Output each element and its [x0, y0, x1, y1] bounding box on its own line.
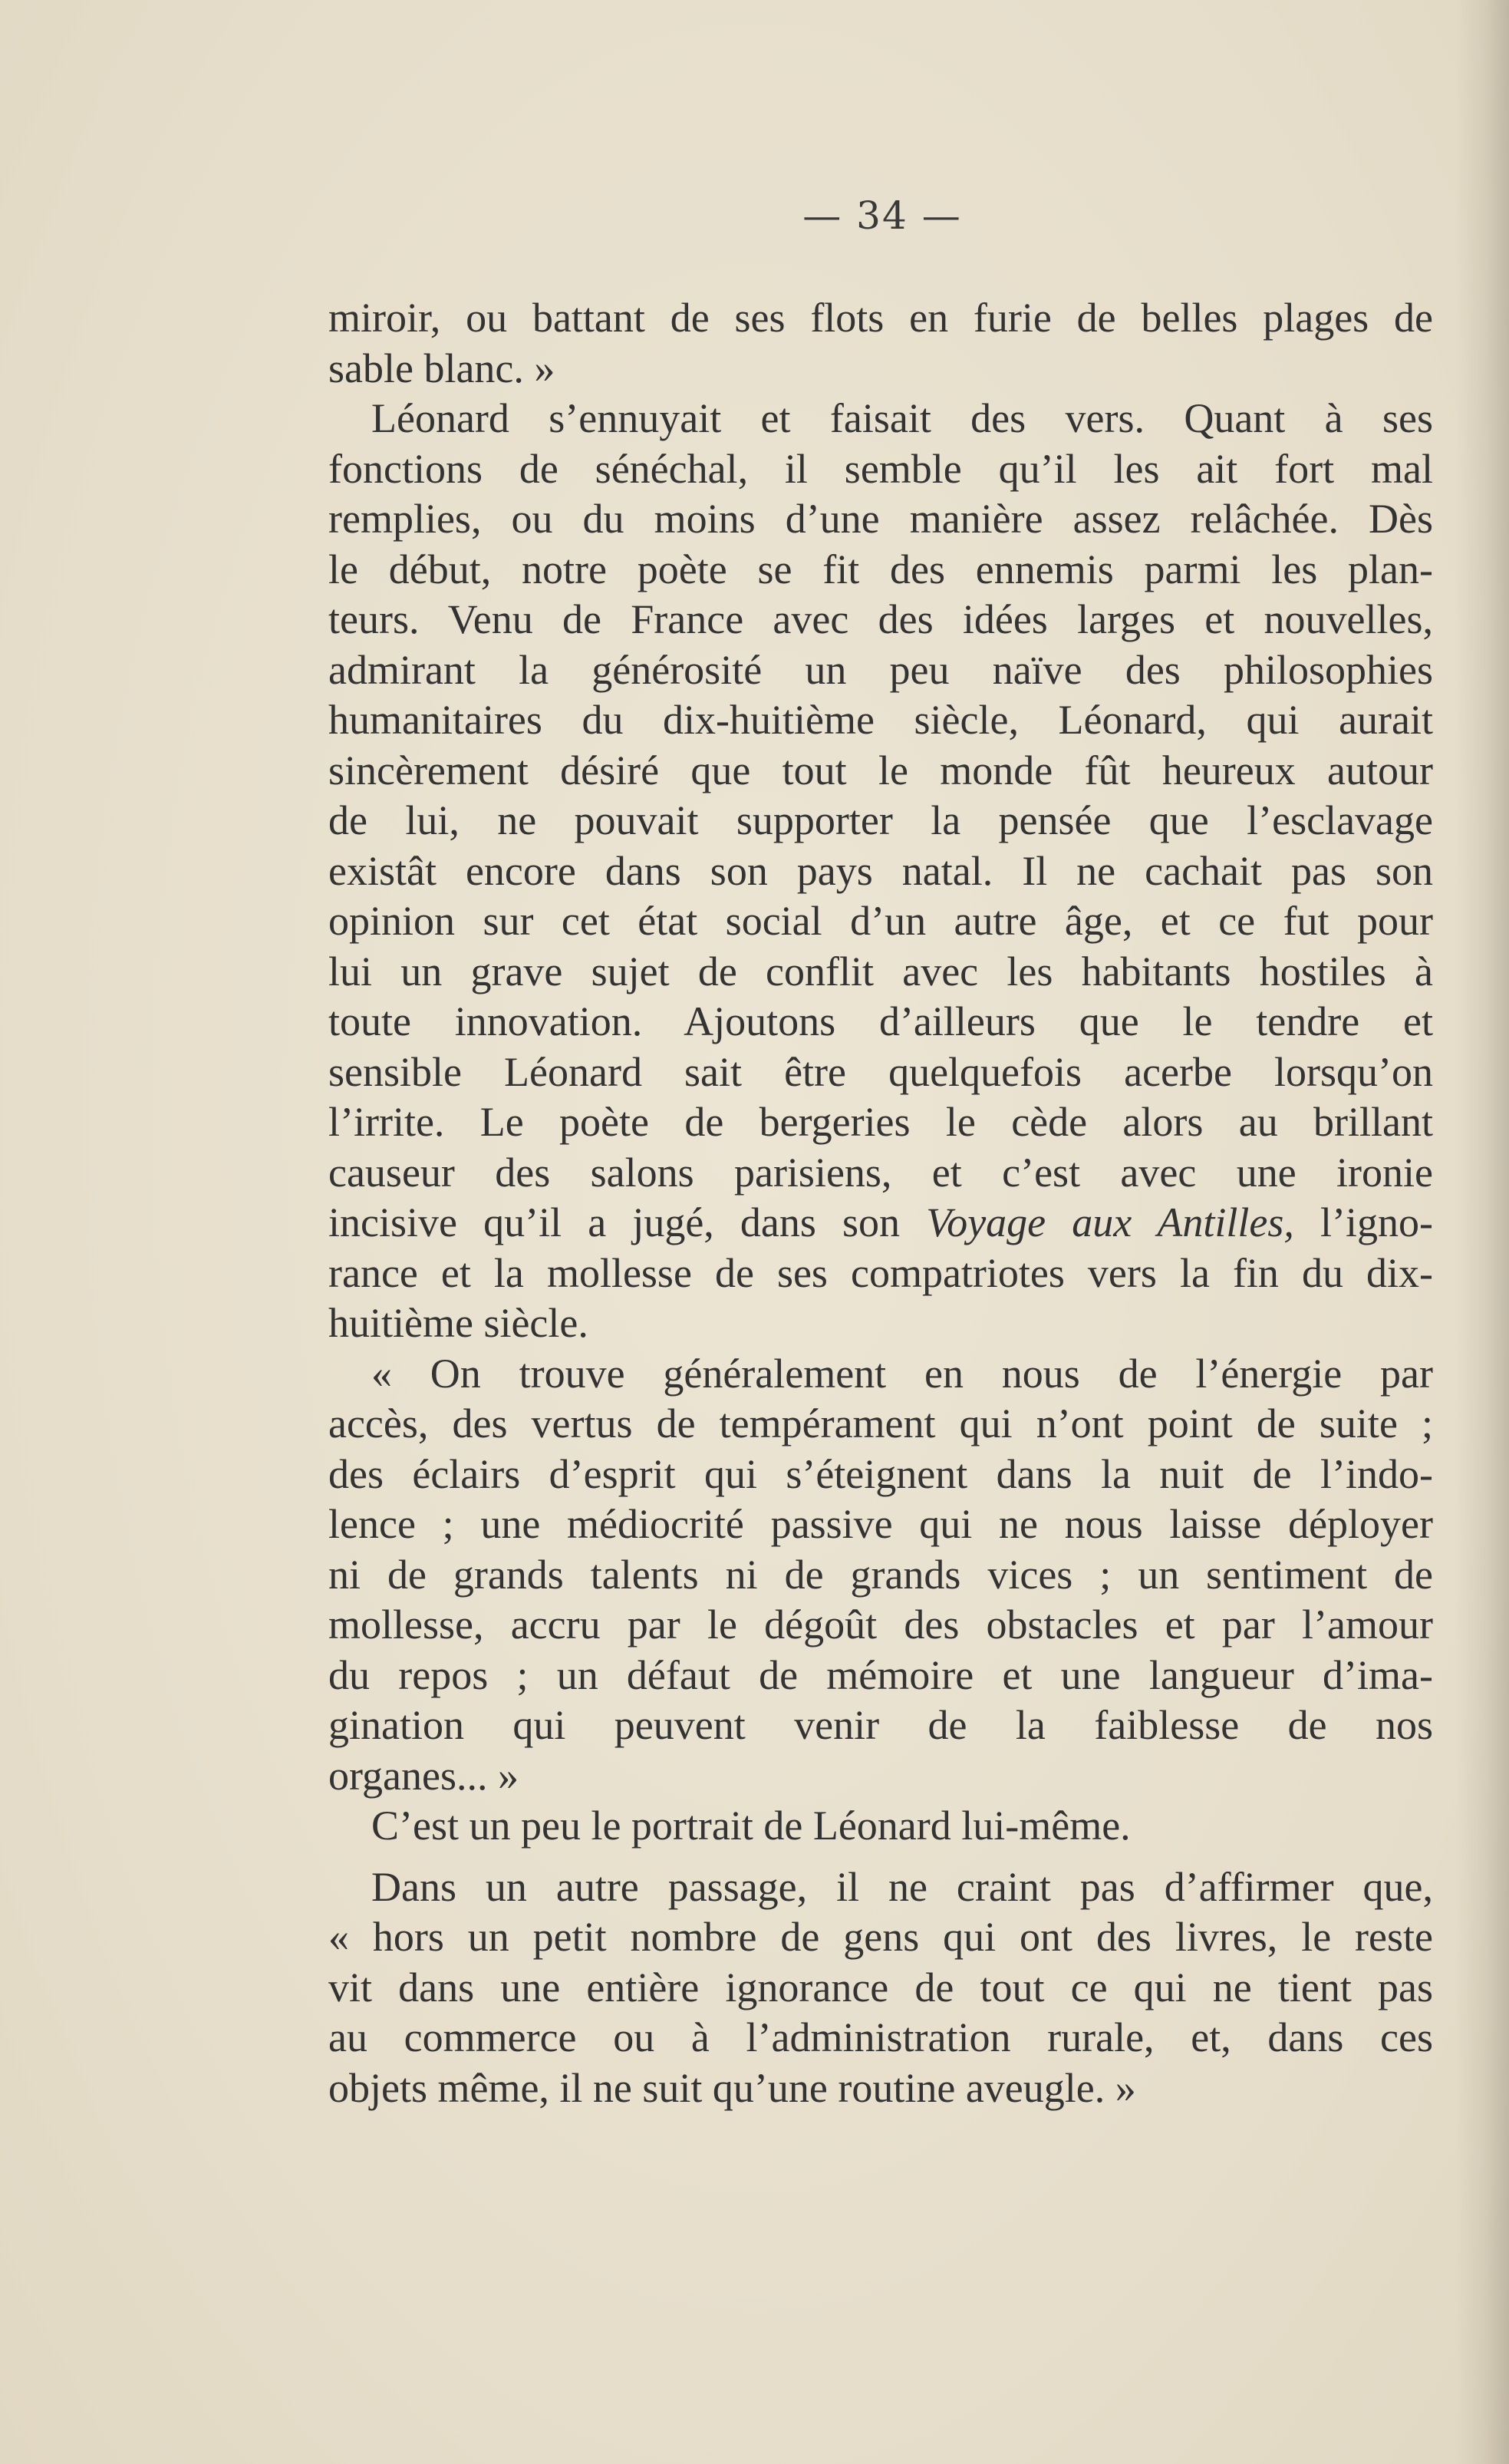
- text-line: au commerce ou à l’administration rurale, et, dans ces: [328, 2014, 1433, 2060]
- body-text: [328, 293, 1433, 2113]
- text-line: sensible Léonard sait être quelquefois acerbe lorsqu’on: [328, 1048, 1433, 1095]
- text-line: accès, des vertus de tempérament qui n’ont point de suite ;: [328, 1400, 1433, 1446]
- text-line: toute innovation. Ajoutons d’ailleurs que le tendre et: [328, 998, 1433, 1044]
- text-line: incisive qu’il a jugé, dans son Voyage aux Antilles, l’igno-: [328, 1199, 1433, 1245]
- text-line: causeur des salons parisiens, et c’est avec une ironie: [328, 1149, 1433, 1196]
- page-number: — 34 —: [802, 193, 962, 238]
- text-line: « hors un petit nombre de gens qui ont des livres, le reste: [328, 1914, 1433, 1960]
- text-line: Léonard s’ennuyait et faisait des vers. Quant à ses: [371, 395, 1433, 441]
- text-line: lence ; une médiocrité passive qui ne nous laisse déployer: [328, 1501, 1433, 1547]
- text-line: de lui, ne pouvait supporter la pensée que l’esclavage: [328, 797, 1433, 843]
- text-line: lui un grave sujet de conflit avec les habitants hostiles à: [328, 948, 1433, 995]
- text-line: le début, notre poète se fit des ennemis parmi les plan-: [328, 546, 1433, 592]
- text-line: sincèrement désiré que tout le monde fût heureux autour: [328, 747, 1433, 793]
- text-line: opinion sur cet état social d’un autre âge, et ce fut pour: [328, 898, 1433, 944]
- text-line: l’irrite. Le poète de bergeries le cède alors au brillant: [328, 1099, 1433, 1145]
- text-line: ni de grands talents ni de grands vices ; un sentiment de: [328, 1551, 1433, 1598]
- book-title-italic: Voyage aux Antilles,: [926, 1199, 1294, 1245]
- text-line: fonctions de sénéchal, il semble qu’il les ait fort mal: [328, 445, 1433, 492]
- text-line: existât encore dans son pays natal. Il ne cachait pas son: [328, 847, 1433, 894]
- text-line: vit dans une entière ignorance de tout ce qui ne tient pas: [328, 1964, 1433, 2010]
- text-line: des éclairs d’esprit qui s’éteignent dans la nuit de l’indo-: [328, 1450, 1433, 1497]
- text-line: C’est un peu le portrait de Léonard lui-même.: [371, 1803, 1131, 1849]
- text-line: du repos ; un défaut de mémoire et une langueur d’ima-: [328, 1651, 1433, 1698]
- text-line: « On trouve généralement en nous de l’énergie par: [371, 1350, 1433, 1397]
- text-line: teurs. Venu de France avec des idées larges et nouvelles,: [328, 596, 1433, 642]
- text-line: organes... »: [328, 1752, 519, 1799]
- text-line: gination qui peuvent venir de la faiblesse de nos: [328, 1702, 1433, 1748]
- text-line: Dans un autre passage, il ne craint pas d’affirmer que,: [371, 1863, 1433, 1910]
- text-line: sable blanc. »: [328, 345, 555, 391]
- text-line: rance et la mollesse de ses compatriotes vers la fin du dix-: [328, 1249, 1433, 1296]
- spine-shadow: [1455, 0, 1509, 2464]
- text-line: miroir, ou battant de ses flots en furie de belles plages de: [328, 295, 1433, 341]
- text-line: objets même, il ne suit qu’une routine aveugle. »: [328, 2064, 1136, 2111]
- paragraph-gap: [328, 1852, 1433, 1862]
- text-line: mollesse, accru par le dégoût des obstacles et par l’amour: [328, 1601, 1433, 1648]
- text-line: admirant la générosité un peu naïve des philosophies: [328, 646, 1433, 693]
- text-line: humanitaires du dix-huitième siècle, Léonard, qui aurait: [328, 697, 1433, 743]
- text-line: huitième siècle.: [328, 1300, 588, 1346]
- text-line: remplies, ou du moins d’une manière assez relâchée. Dès: [328, 496, 1433, 542]
